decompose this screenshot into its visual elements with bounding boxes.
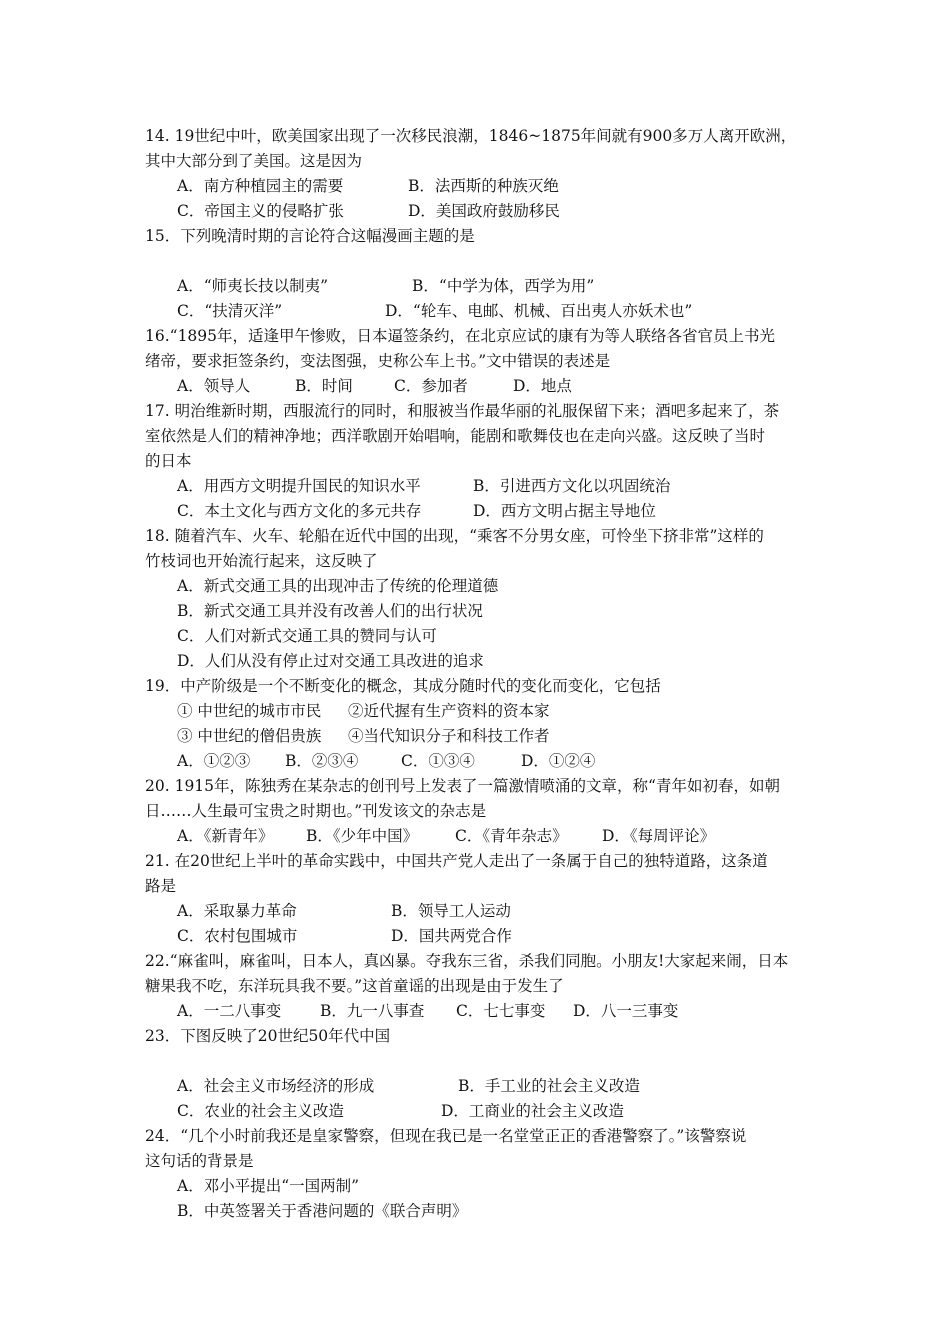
question-15-stem: 15．下列晚清时期的言论符合这幅漫画主题的是: [145, 227, 475, 245]
question-14-option-d: D．美国政府鼓励移民: [408, 202, 560, 220]
question-22-option-c: C．七七事变: [456, 1002, 546, 1020]
question-15-option-a: A．“师夷长技以制夷”: [177, 277, 329, 295]
question-23-option-b: B．手工业的社会主义改造: [458, 1077, 640, 1095]
question-17-option-a: A．用西方文明提升国民的知识水平: [177, 477, 421, 495]
question-19-option-c: C．①③④: [401, 752, 475, 770]
question-15-option-d: D．“轮车、电邮、机械、百出夷人亦妖术也”: [385, 302, 693, 320]
question-22-option-a: A．一二八事变: [177, 1002, 282, 1020]
question-18-option-b: B．新式交通工具并没有改善人们的出行状况: [177, 602, 483, 620]
question-18-stem-line-2: 竹枝词也开始流行起来，这反映了: [145, 552, 378, 570]
question-18-stem-line-1: 18. 随着汽车、火车、轮船在近代中国的出现，“乘客不分男女座，可怜坐下挤非常”这样的: [145, 527, 764, 545]
question-24-stem-line-2: 这句话的背景是: [145, 1152, 254, 1170]
question-19-item-4: ④当代知识分子和科技工作者: [348, 727, 550, 745]
question-22-option-b: B．九一八事查: [320, 1002, 425, 1020]
question-16-option-a: A．领导人: [177, 377, 251, 395]
question-20-stem-line-2: 日……人生最可宝贵之时期也。”刊发该文的杂志是: [145, 802, 487, 820]
question-19-item-1: ① 中世纪的城市市民: [177, 702, 322, 720]
question-19-option-b: B．②③④: [285, 752, 359, 770]
question-16-option-b: B．时间: [295, 377, 353, 395]
question-24-option-b: B．中英签署关于香港问题的《联合声明》: [177, 1202, 468, 1220]
question-14-stem-line-2: 其中大部分到了美国。这是因为: [145, 152, 363, 170]
question-19-stem: 19．中产阶级是一个不断变化的概念，其成分随时代的变化而变化，它包括: [145, 677, 661, 695]
question-17-stem-line-2: 室依然是人们的精神净地；西洋歌剧开始唱响，能剧和歌舞伎也在走向兴盛。这反映了当时: [145, 427, 766, 445]
question-17-option-c: C．本土文化与西方文化的多元共存: [177, 502, 422, 520]
question-14-option-c: C．帝国主义的侵略扩张: [177, 202, 344, 220]
question-21-option-c: C．农村包围城市: [177, 927, 298, 945]
question-21-option-d: D．国共两党合作: [391, 927, 512, 945]
question-16-stem-line-1: 16.“1895年，适逢甲午惨败，日本逼签条约，在北京应试的康有为等人联络各省官员上书光: [145, 327, 776, 345]
question-18-option-a: A．新式交通工具的出现冲击了传统的伦理道德: [177, 577, 499, 595]
question-14-stem-line-1: 14. 19世纪中叶，欧美国家出现了一次移民浪潮，1846~1875年间就有900多万人离开欧洲，: [145, 127, 797, 145]
question-18-option-c: C．人们对新式交通工具的赞同与认可: [177, 627, 437, 645]
question-22-stem-line-2: 糖果我不吃，东洋玩具我不要。”这首童谣的出现是由于发生了: [145, 977, 564, 995]
question-22-stem-line-1: 22.“麻雀叫，麻雀叫，日本人，真凶暴。夺我东三省，杀我们同胞。小朋友!大家起来闹，日本: [145, 952, 789, 970]
question-17-option-b: B．引进西方文化以巩固统治: [473, 477, 671, 495]
question-23-stem: 23．下图反映了20世纪50年代中国: [145, 1027, 391, 1045]
question-19-item-3: ③ 中世纪的僧侣贵族: [177, 727, 322, 745]
question-19-option-d: D．①②④: [521, 752, 596, 770]
question-14-option-b: B．法西斯的种族灭绝: [408, 177, 559, 195]
question-20-option-d: D．《每周评论》: [602, 827, 716, 845]
question-23-option-c: C．农业的社会主义改造: [177, 1102, 344, 1120]
question-24-option-a: A．邓小平提出“一国两制”: [177, 1177, 360, 1195]
question-17-stem-line-1: 17. 明治维新时期，西服流行的同时，和服被当作最华丽的礼服保留下来；酒吧多起来了，茶: [145, 402, 780, 420]
question-19-option-a: A．①②③: [177, 752, 251, 770]
question-15-option-c: C．“扶清灭洋”: [177, 302, 283, 320]
question-18-option-d: D．人们从没有停止过对交通工具改进的追求: [177, 652, 484, 670]
question-20-option-b: B．《少年中国》: [306, 827, 419, 845]
question-21-option-a: A．采取暴力革命: [177, 902, 297, 920]
question-16-stem-line-2: 绪帝，要求拒签条约，变法图强，史称公车上书。”文中错误的表述是: [145, 352, 611, 370]
question-17-stem-line-3: 的日本: [145, 452, 192, 470]
question-14-option-a: A．南方种植园主的需要: [177, 177, 344, 195]
question-21-stem-line-2: 路是: [145, 877, 177, 895]
question-21-option-b: B．领导工人运动: [391, 902, 511, 920]
question-17-option-d: D．西方文明占据主导地位: [473, 502, 656, 520]
question-16-option-c: C．参加者: [394, 377, 468, 395]
question-24-stem-line-1: 24．“几个小时前我还是皇家警察，但现在我已是一名堂堂正正的香港警察了。”该警察说: [145, 1127, 747, 1145]
question-20-option-c: C．《青年杂志》: [455, 827, 568, 845]
question-15-option-b: B．“中学为体，西学为用”: [412, 277, 595, 295]
question-23-option-d: D．工商业的社会主义改造: [441, 1102, 624, 1120]
question-19-item-2: ②近代握有生产资料的资本家: [348, 702, 550, 720]
question-20-stem-line-1: 20. 1915年，陈独秀在某杂志的创刊号上发表了一篇激情喷涌的文章，称“青年如初春，如朝: [145, 777, 780, 795]
question-23-option-a: A．社会主义市场经济的形成: [177, 1077, 375, 1095]
question-22-option-d: D．八一三事变: [573, 1002, 679, 1020]
question-21-stem-line-1: 21. 在20世纪上半叶的革命实践中，中国共产党人走出了一条属于自己的独特道路，这条道: [145, 852, 768, 870]
question-16-option-d: D．地点: [513, 377, 572, 395]
question-20-option-a: A．《新青年》: [177, 827, 274, 845]
